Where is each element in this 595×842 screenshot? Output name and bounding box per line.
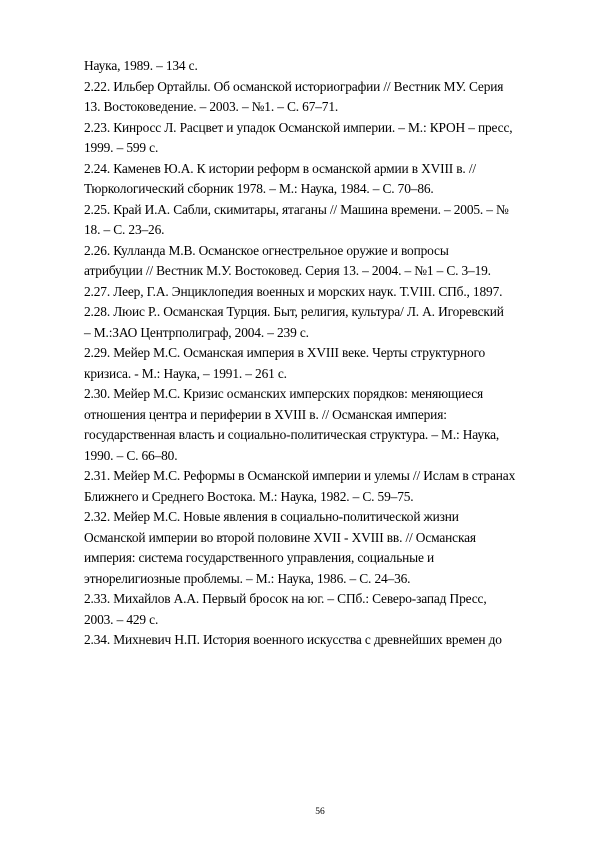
text-line: 2.25. Край И.А. Сабли, скимитары, ятаганы // Машина времени. – 2005. – № <box>84 201 509 217</box>
text-line: отношения центра и периферии в XVIII в. // Османская империя: <box>84 406 447 422</box>
text-line: 1999. – 599 с. <box>84 140 159 155</box>
text-line: Наука, 1989. – 134 с. <box>84 58 198 73</box>
text-line: 2.33. Михайлов А.А. Первый бросок на юг. – СПб.: Северо-запад Пресс, <box>84 591 487 606</box>
text-line: Османской империи во второй половине XVII - XVIII вв. // Османская <box>84 529 476 545</box>
text-line: 13. Востоковедение. – 2003. – №1. – С. 67–71. <box>84 99 339 114</box>
text-line: атрибуции // Вестник М.У. Востоковед. Серия 13. – 2004. – №1 – С. 3–19. <box>84 263 491 278</box>
text-line: – М.:ЗАО Центрполиграф, 2004. – 239 с. <box>84 324 309 340</box>
text-line: 2.28. Люис Р.. Османская Турция. Быт, религия, культура/ Л. А. Игоревский <box>84 304 504 319</box>
text-line: этнорелигиозные проблемы. – М.: Наука, 1986. – С. 24–36. <box>84 570 411 586</box>
page-number: 56 <box>315 807 325 817</box>
text-line: 2.26. Кулланда М.В. Османское огнестрельное оружие и вопросы <box>84 242 449 258</box>
text-line: Тюркологический сборник 1978. – М.: Наука, 1984. – С. 70–86. <box>84 181 434 196</box>
text-line: империя: система государственного управления, социальные и <box>84 550 435 565</box>
text-line: 2.34. Михневич Н.П. История военного искусства с древнейших времен до <box>84 632 502 647</box>
bibliography-list <box>84 56 556 651</box>
text-line: 2.24. Каменев Ю.А. К истории реформ в османской армии в XVIII в. // <box>84 160 476 176</box>
text-line: 2.29. Мейер М.С. Османская империя в XVIII веке. Черты структурного <box>84 345 486 360</box>
text-line: 2003. – 429 с. <box>84 611 159 627</box>
text-line: 2.31. Мейер М.С. Реформы в Османской империи и улемы // Ислам в странах <box>84 468 516 483</box>
text-line: Ближнего и Среднего Востока. М.: Наука, 1982. – С. 59–75. <box>84 488 414 504</box>
text-line: 2.27. Леер, Г.А. Энциклопедия военных и морских наук. Т.VIII. СПб., 1897. <box>84 283 503 299</box>
text-line: 2.32. Мейер М.С. Новые явления в социально-политической жизни <box>84 509 459 524</box>
text-line: кризиса. - М.: Наука, – 1991. – 261 с. <box>84 365 287 381</box>
text-line: государственная власть и социально-политическая структура. – М.: Наука, <box>84 427 500 442</box>
text-line: 2.30. Мейер М.С. Кризис османских имперских порядков: меняющиеся <box>84 386 484 401</box>
text-line: 2.22. Ильбер Ортайлы. Об османской историографии // Вестник МУ. Серия <box>84 78 504 94</box>
text-line: 2.23. Кинросс Л. Расцвет и упадок Османской империи. – М.: КРОН – пресс, <box>84 119 513 135</box>
text-line: 1990. – С. 66–80. <box>84 447 178 463</box>
text-line: 18. – С. 23–26. <box>84 222 165 237</box>
